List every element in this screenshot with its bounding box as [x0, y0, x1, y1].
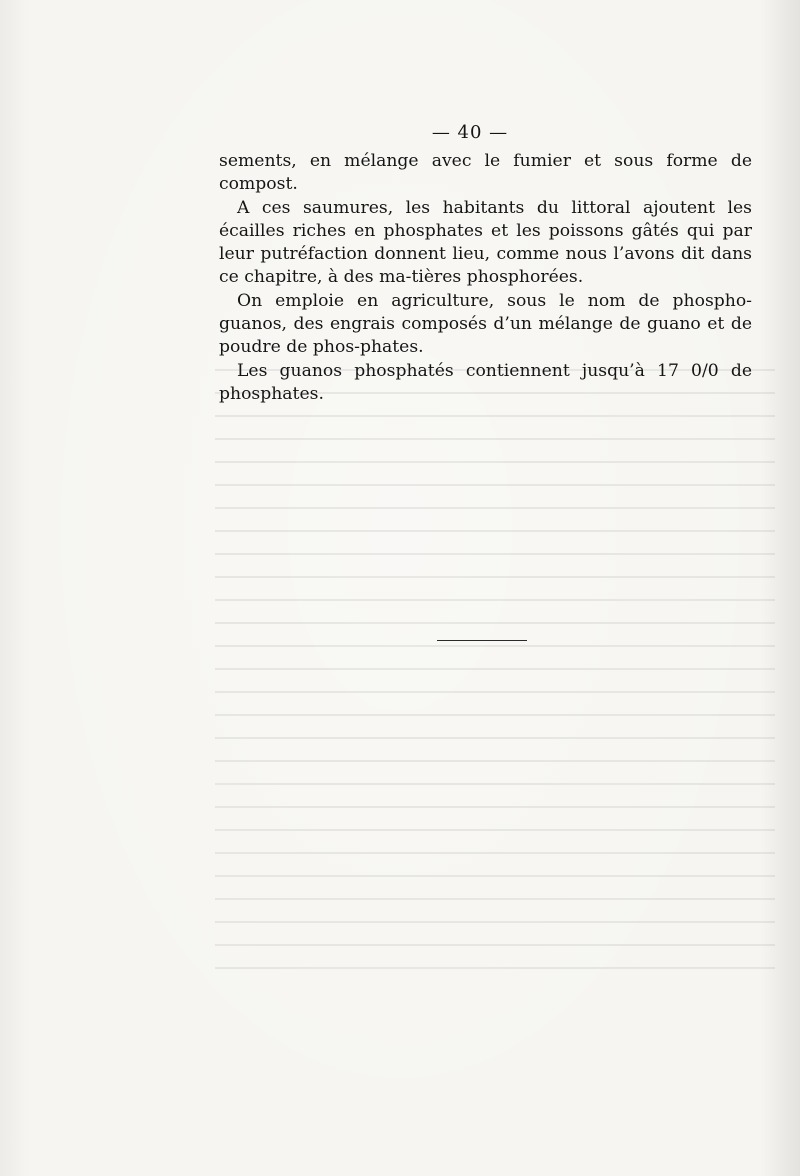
paragraph: On emploie en agriculture, sous le nom de phospho-guanos, des engrais composés d’un mélange de guano et de poudre de phos-phates. — [219, 290, 752, 358]
section-divider-rule — [437, 640, 527, 641]
paragraph: Les guanos phosphatés contiennent jusqu’à 17 0/0 de phosphates. — [219, 360, 752, 404]
paragraph: A ces saumures, les habitants du littoral ajoutent les écailles riches en phosphates et les poissons gâtés qui par leur putréfaction donnent lieu, comme nous l’avons dit dans ce chapitre, à des ma-tières phosphorées. — [219, 197, 752, 288]
body-text — [219, 150, 752, 406]
show-through-texture — [215, 355, 775, 975]
page-number: — 40 — — [431, 122, 509, 143]
paragraph-continuation: sements, en mélange avec le fumier et sous forme de compost. — [219, 151, 752, 195]
